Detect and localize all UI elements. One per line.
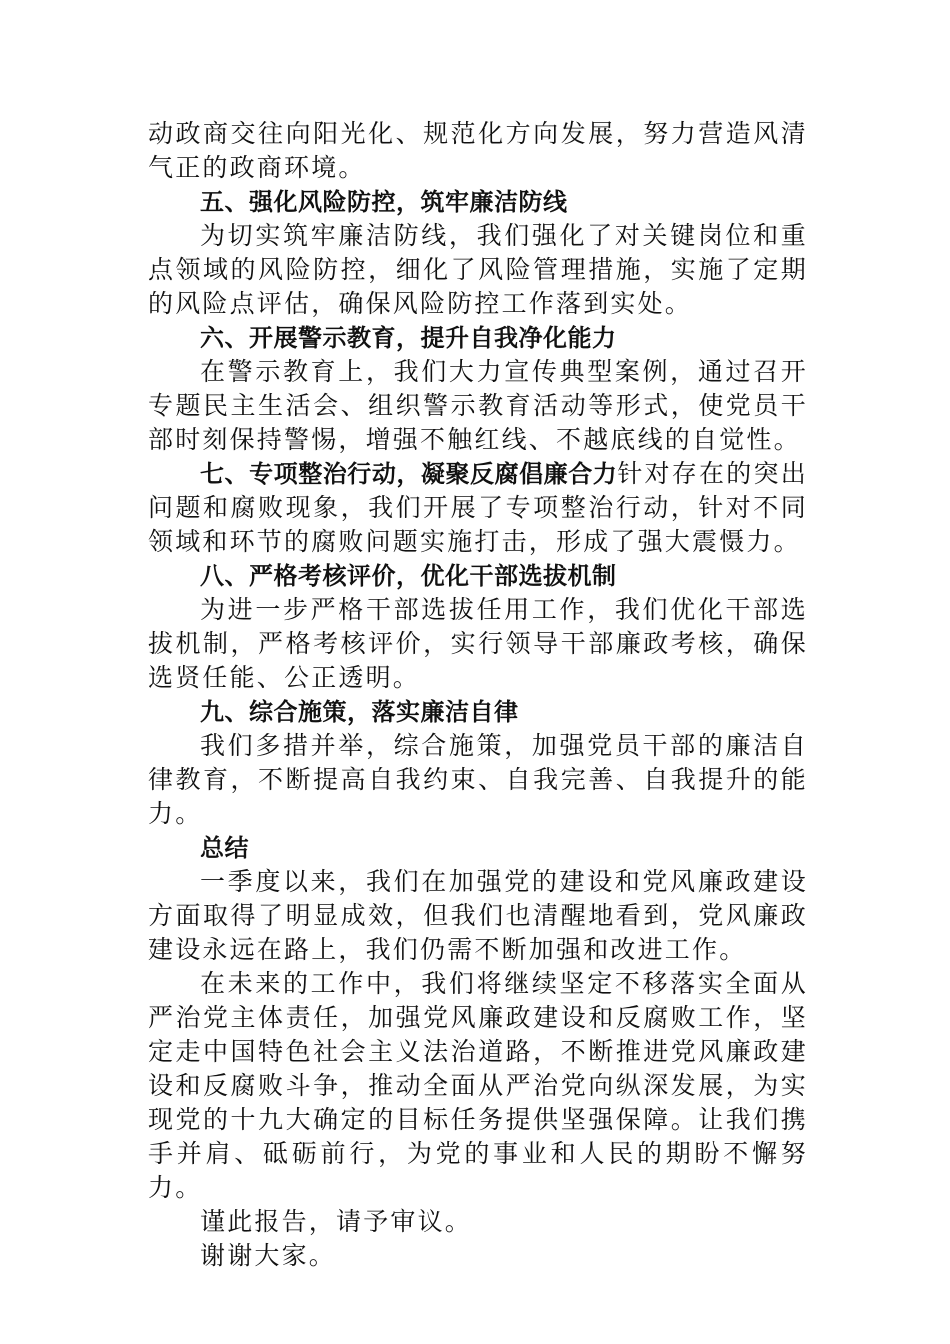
paragraph-section-6: 在警示教育上，我们大力宣传典型案例，通过召开专题民主生活会、组织警示教育活动等形式，使党员干部时刻保持警惕，增强不触红线、不越底线的自觉性。 [148,357,808,454]
document-body [148,117,808,1273]
paragraph-intro-continued: 动政商交往向阳光化、规范化方向发展，努力营造风清气正的政商环境。 [148,119,808,182]
paragraph-summary-2: 在未来的工作中，我们将继续坚定不移落实全面从严治党主体责任，加强党风廉政建设和反腐败工作，坚定走中国特色社会主义法治道路，不断推进党风廉政建设和反腐败斗争，推动全面从严治党向纵深发展，为实现党的十九大确定的目标任务提供坚强保障。让我们携手并肩、砥砺前行，为党的事业和人民的期盼不懈努力。 [148,969,808,1202]
section-heading-7: 七、专项整治行动，凝聚反腐倡廉合力 [200,460,618,488]
section-heading-8: 八、严格考核评价，优化干部选拔机制 [200,562,617,590]
paragraph-closing-2: 谢谢大家。 [200,1241,337,1270]
paragraph-section-7 [148,457,808,559]
paragraph-section-8: 为进一步严格干部选拔任用工作，我们优化干部选拔机制，严格考核评价，实行领导干部廉政考核，确保选贤任能、公正透明。 [148,595,808,692]
paragraph-closing-1: 谨此报告，请予审议。 [200,1207,473,1236]
section-heading-6: 六、开展警示教育，提升自我净化能力 [200,324,617,352]
paragraph-section-5: 为切实筑牢廉洁防线，我们强化了对关键岗位和重点领域的风险防控，细化了风险管理措施，实施了定期的风险点评估，确保风险防控工作落到实处。 [148,221,808,318]
section-7-text: 针对存在的突出问题和腐败现象，我们开展了专项整治行动，针对不同领域和环节的腐败问题实施打击，形成了强大震慑力。 [148,459,808,556]
paragraph-summary-1: 一季度以来，我们在加强党的建设和党风廉政建设方面取得了明显成效，但我们也清醒地看到，党风廉政建设永远在路上，我们仍需不断加强和改进工作。 [148,867,808,964]
summary-heading: 总结 [200,834,249,862]
paragraph-section-9: 我们多措并举，综合施策，加强党员干部的廉洁自律教育，不断提高自我约束、自我完善、自我提升的能力。 [148,731,808,828]
section-heading-9: 九、综合施策，落实廉洁自律 [200,698,519,726]
section-heading-5: 五、强化风险防控，筑牢廉洁防线 [200,188,568,216]
